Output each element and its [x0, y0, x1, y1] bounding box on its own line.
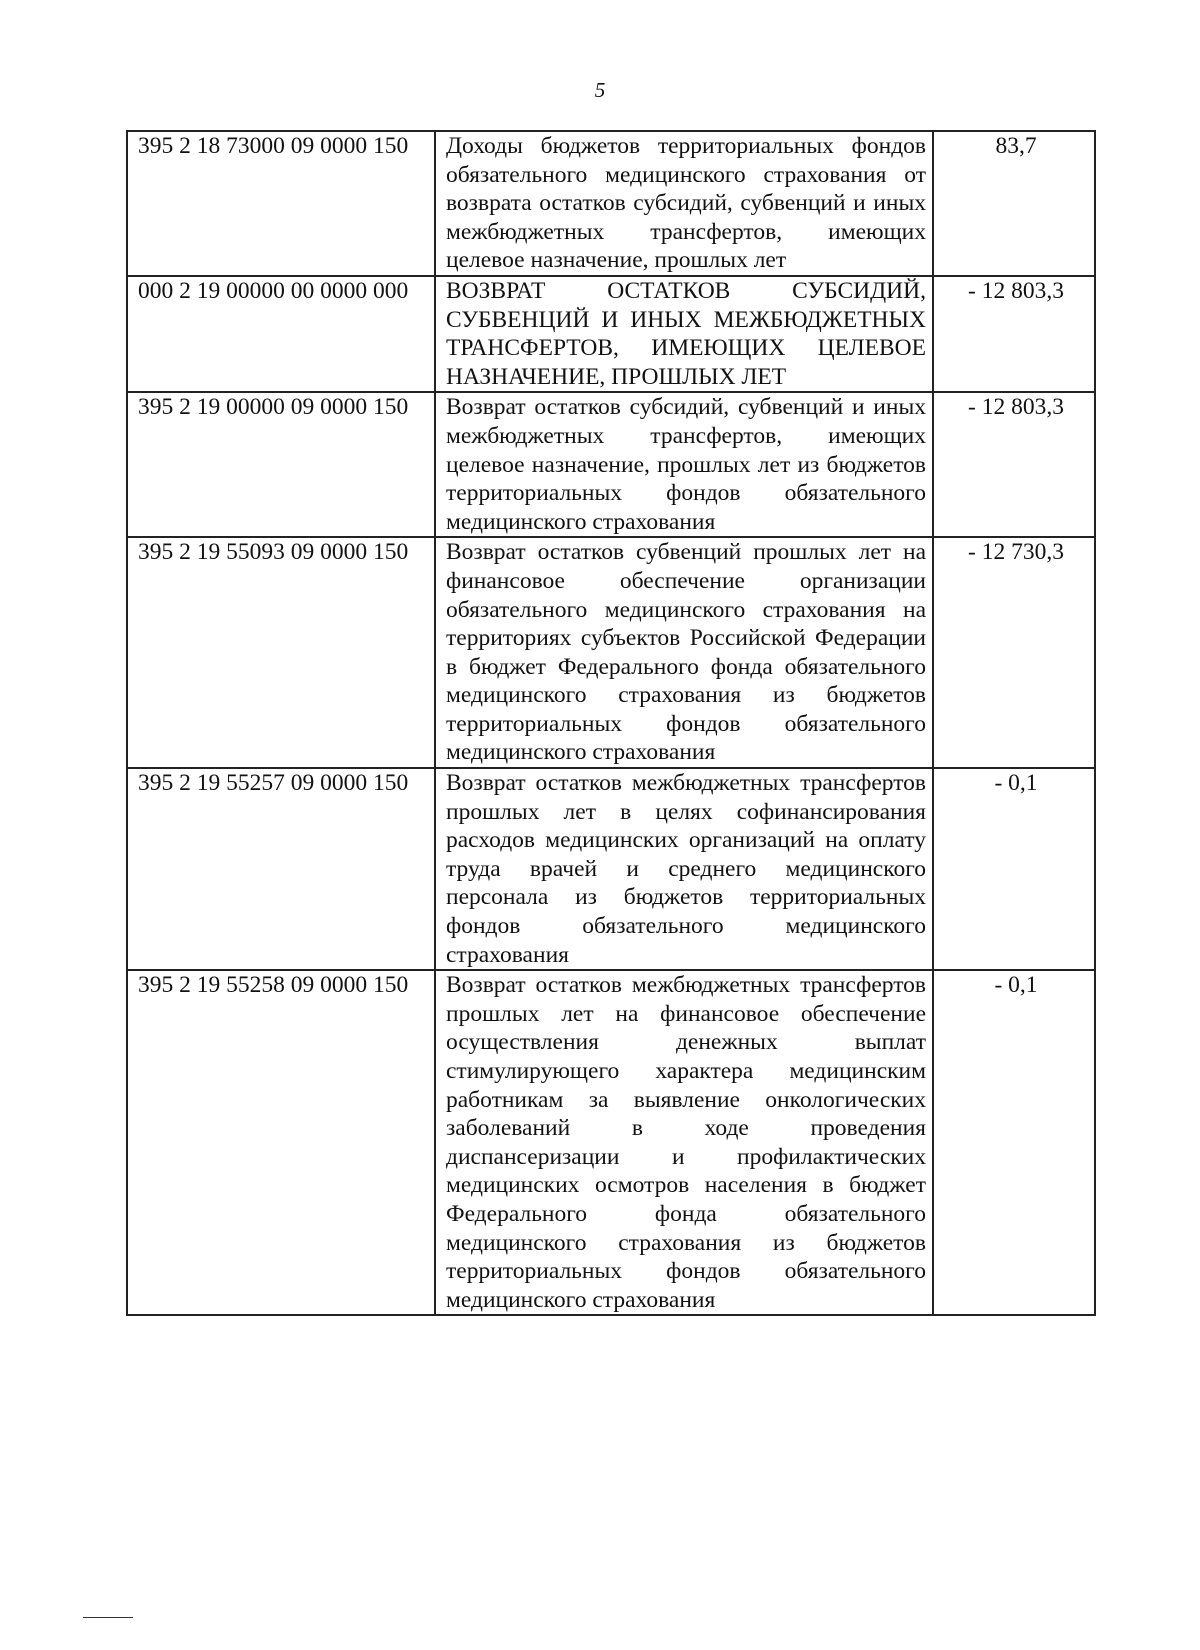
table-row — [127, 131, 1095, 276]
amount-cell: 83,7 — [933, 131, 1095, 276]
description-cell: Возврат остатков межбюджетных трансфертов прошлых лет на финансовое обеспечение осуществления денежных выплат стимулирующего характера медицинским работникам за выявление онкологических заболеваний в ходе проведения диспансеризации и профилактических медицинских осмотров населения в бюджет Федерального фонда обязательного медицинского страхования из бюджетов территориальных фондов обязательного медицинского страхования — [435, 970, 933, 1315]
amount-cell: - 12 803,3 — [933, 392, 1095, 537]
footer-divider — [83, 1617, 133, 1618]
description-cell: Возврат остатков субсидий, субвенций и иных межбюджетных трансфертов, имеющих целевое назначение, прошлых лет из бюджетов территориальных фондов обязательного медицинского страхования — [435, 392, 933, 537]
budget-code-cell: 395 2 19 00000 09 0000 150 — [127, 392, 435, 537]
table-row — [127, 768, 1095, 970]
page-number: 5 — [594, 78, 606, 102]
description-cell: Доходы бюджетов территориальных фондов обязательного медицинского страхования от возврата остатков субсидий, субвенций и иных межбюджетных трансфертов, имеющих целевое назначение, прошлых лет — [435, 131, 933, 276]
budget-code-cell: 395 2 19 55258 09 0000 150 — [127, 970, 435, 1315]
table-row — [127, 537, 1095, 768]
amount-cell: - 12 803,3 — [933, 276, 1095, 392]
amount-cell: - 12 730,3 — [933, 537, 1095, 768]
budget-code-cell: 395 2 18 73000 09 0000 150 — [127, 131, 435, 276]
budget-table — [126, 130, 1096, 1316]
amount-cell: - 0,1 — [933, 768, 1095, 970]
amount-cell: - 0,1 — [933, 970, 1095, 1315]
description-cell: Возврат остатков субвенций прошлых лет на финансовое обеспечение организации обязательного медицинского страхования на территориях субъектов Российской Федерации в бюджет Федерального фонда обязательного медицинского страхования из бюджетов территориальных фондов обязательного медицинского страхования — [435, 537, 933, 768]
table-row — [127, 276, 1095, 392]
budget-code-cell: 395 2 19 55093 09 0000 150 — [127, 537, 435, 768]
description-cell: Возврат остатков межбюджетных трансфертов прошлых лет в целях софинансирования расходов медицинских организаций на оплату труда врачей и среднего медицинского персонала из бюджетов территориальных фондов обязательного медицинского страхования — [435, 768, 933, 970]
table-row — [127, 392, 1095, 537]
budget-code-cell: 000 2 19 00000 00 0000 000 — [127, 276, 435, 392]
budget-code-cell: 395 2 19 55257 09 0000 150 — [127, 768, 435, 970]
description-cell: ВОЗВРАТ ОСТАТКОВ СУБСИДИЙ, СУБВЕНЦИЙ И ИНЫХ МЕЖБЮДЖЕТНЫХ ТРАНСФЕРТОВ, ИМЕЮЩИХ ЦЕЛЕВОЕ НАЗНАЧЕНИЕ, ПРОШЛЫХ ЛЕТ — [435, 276, 933, 392]
table-row — [127, 970, 1095, 1315]
